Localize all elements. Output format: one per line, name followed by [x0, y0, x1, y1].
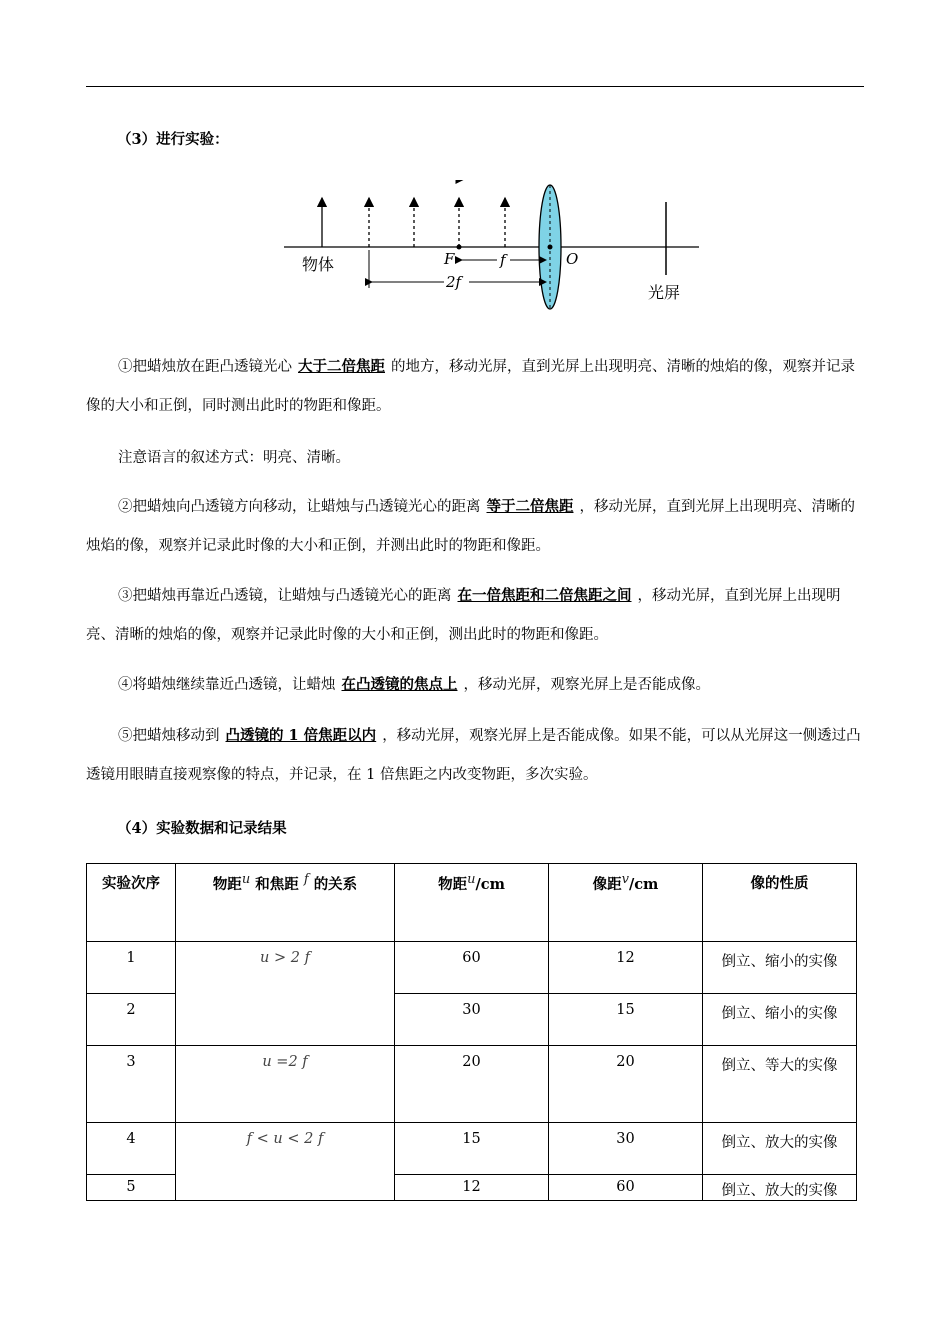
focal-point: [457, 245, 462, 250]
header-image-nature: 像的性质: [703, 864, 857, 942]
optical-center-point: [548, 245, 553, 250]
relation-cell: u =2 f: [176, 1046, 395, 1123]
note-text: 注意语言的叙述方式：明亮、清晰。: [118, 450, 350, 466]
header-object-distance: 物距u/cm: [395, 864, 549, 942]
answer-blank: 在一倍焦距和二倍焦距之间: [457, 587, 632, 604]
step-1: ①把蜡烛放在距凸透镜光心 大于二倍焦距 的地方，移动光屏，直到光屏上出现明亮、清晰的烛焰的像，观察并记录像的大小和正倒，同时测出此时的物距和像距。: [86, 358, 855, 414]
header-index: 实验次序: [87, 864, 176, 942]
step-5: ⑤把蜡烛移动到 凸透镜的 1 倍焦距以内 ，移动光屏，观察光屏上是否能成像。如果不能，可以从光屏这一侧透过凸透镜用眼睛直接观察像的特点，并记录，在 1 倍焦距之内改变物距，多次实验。: [86, 727, 861, 783]
header-image-distance: 像距v/cm: [549, 864, 703, 942]
label-f: f: [500, 251, 506, 269]
table-row: 5 12 60 倒立、放大的实像: [87, 1175, 857, 1201]
step-3: ③把蜡烛再靠近凸透镜，让蜡烛与凸透镜光心的距离 在一倍焦距和二倍焦距之间 ，移动光屏，直到光屏上出现明亮、清晰的烛焰的像，观察并记录此时像的大小和正倒，测出此时的物距和像距。: [86, 587, 841, 643]
section3-heading: （3）进行实验：: [117, 131, 229, 148]
answer-blank: 等于二倍焦距: [486, 498, 574, 515]
table-row: 2 30 15 倒立、缩小的实像: [87, 994, 857, 1046]
step-4: ④将蜡烛继续靠近凸透镜，让蜡烛 在凸透镜的焦点上 ，移动光屏，观察光屏上是否能成像。: [118, 676, 710, 693]
label-object: 物体: [302, 255, 335, 274]
header-rule: [86, 86, 864, 87]
label-O: O: [566, 250, 579, 268]
relation-cell: f < u < 2 f: [176, 1123, 395, 1201]
answer-blank: 凸透镜的 1 倍焦距以内: [225, 727, 377, 744]
step-2: ②把蜡烛向凸透镜方向移动，让蜡烛与凸透镜光心的距离 等于二倍焦距 ，移动光屏，直到光屏上出现明亮、清晰的烛焰的像，观察并记录此时像的大小和正倒，并测出此时的物距和像距。: [86, 498, 855, 554]
table-header-row: [87, 864, 857, 942]
table-row: 3 u =2 f 20 20 倒立、等大的实像: [87, 1046, 857, 1123]
label-2f: 2f: [446, 273, 462, 291]
answer-blank: 大于二倍焦距: [298, 358, 385, 375]
table-row: 4 f < u < 2 f 15 30 倒立、放大的实像: [87, 1123, 857, 1175]
results-table: [86, 863, 857, 1201]
table-row: 1 u > 2 f 60 12 倒立、缩小的实像: [87, 942, 857, 994]
label-screen: 光屏: [648, 283, 681, 302]
lens-diagram: [284, 180, 704, 315]
label-F: F: [444, 250, 455, 268]
header-relation: 物距u 和焦距 f 的关系: [176, 864, 395, 942]
relation-cell: u > 2 f: [176, 942, 395, 1046]
section4-heading: （4）实验数据和记录结果: [117, 820, 287, 837]
answer-blank: 在凸透镜的焦点上: [341, 676, 458, 693]
